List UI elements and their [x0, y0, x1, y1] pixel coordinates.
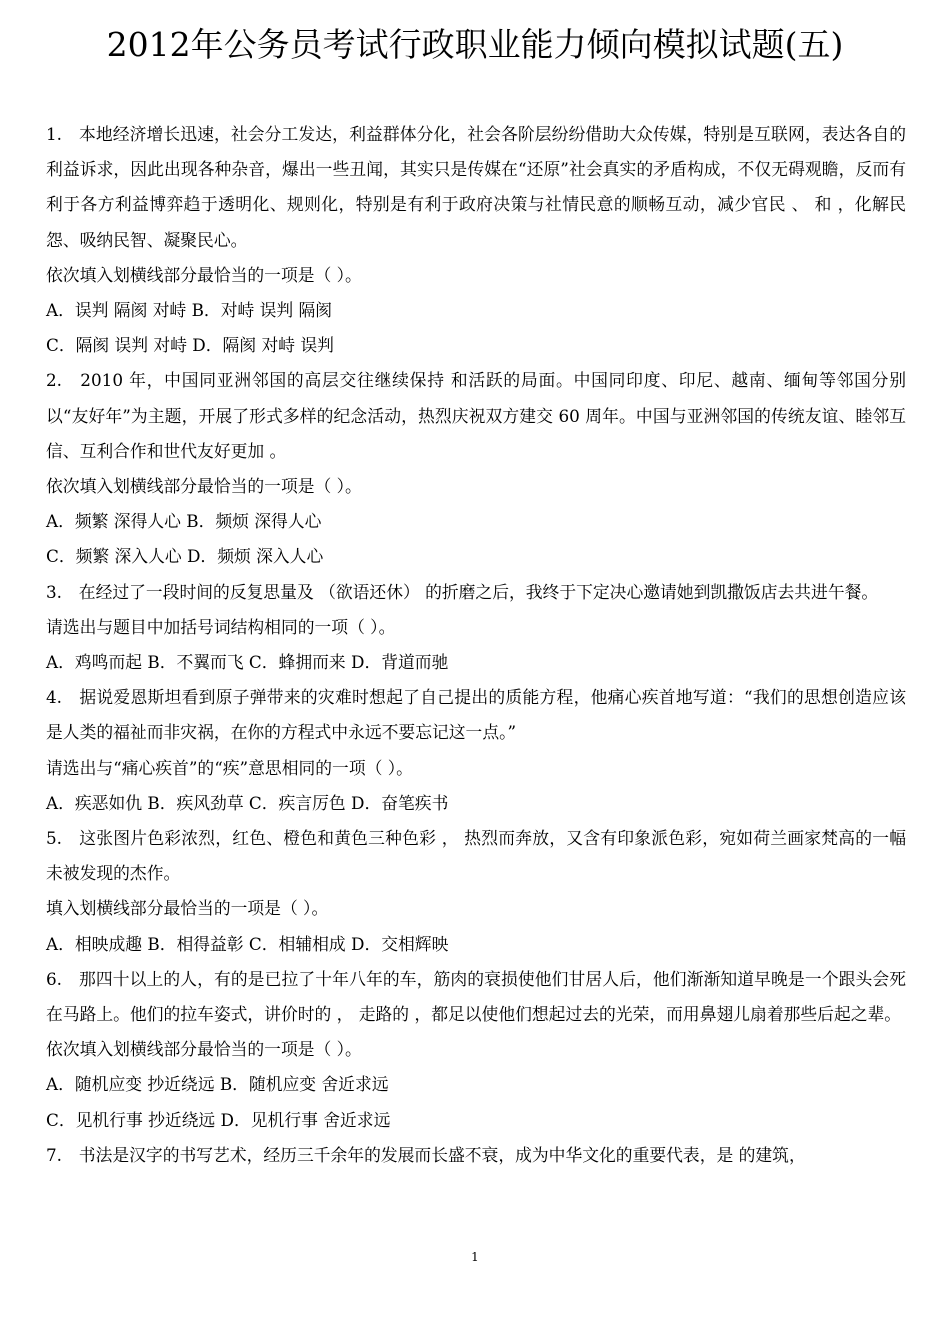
question-6-options-line-2: C．见机行事 抄近绕远 D．见机行事 舍近求远: [46, 1109, 391, 1130]
question-5-prompt: 填入划横线部分最恰当的一项是（ ）。: [46, 898, 329, 919]
question-4-prompt: 请选出与“痛心疾首”的“疾”意思相同的一项（ ）。: [46, 757, 413, 778]
question-2-options-line-2: C．频繁 深入人心 D．频烦 深入人心: [46, 546, 324, 567]
question-5-options-line-1: A．相映成趣 B．相得益彰 C．相辅相成 D．交相辉映: [46, 933, 449, 954]
question-5-stem: 5. 这张图片色彩浓烈，红色、橙色和黄色三种色彩 ， 热烈而奔放，又含有印象派色彩，宛如荷兰画家梵高的一幅未被发现的杰作。: [46, 828, 906, 884]
question-1-options-line-2: C．隔阂 误判 对峙 D．隔阂 对峙 误判: [46, 335, 334, 356]
question-3-options-line-1: A．鸡鸣而起 B．不翼而飞 C．蜂拥而来 D．背道而驰: [46, 652, 449, 673]
question-1-options-line-1: A．误判 隔阂 对峙 B．对峙 误判 隔阂: [46, 300, 333, 321]
question-2-options-line-1: A．频繁 深得人心 B．频烦 深得人心: [46, 511, 322, 532]
question-1-prompt: 依次填入划横线部分最恰当的一项是（ ）。: [46, 264, 362, 285]
question-2-prompt: 依次填入划横线部分最恰当的一项是（ ）。: [46, 476, 362, 497]
document-title: 2012年公务员考试行政职业能力倾向模拟试题(五): [106, 25, 844, 64]
question-6-prompt: 依次填入划横线部分最恰当的一项是（ ）。: [46, 1039, 362, 1060]
document-body: [46, 117, 906, 1173]
question-3-stem: 3. 在经过了一段时间的反复思量及 （欲语还休） 的折磨之后，我终于下定决心邀请她到凯撒饭店去共进午餐。: [46, 581, 879, 602]
question-6-stem: 6. 那四十以上的人，有的是已拉了十年八年的车，筋肉的衰损使他们甘居人后，他们渐渐知道早晚是一个跟头会死在马路上。他们的拉车姿式，讲价时的 ， 走路的 ，都足以使他们想起过去的光荣，而用鼻翅儿扇着那些后起之辈。: [46, 968, 906, 1025]
question-3-prompt: 请选出与题目中加括号词结构相同的一项（ ）。: [46, 616, 396, 637]
question-4-options-line-1: A．疾恶如仇 B．疾风劲草 C．疾言厉色 D．奋笔疾书: [46, 792, 449, 813]
page-number: 1: [471, 1250, 479, 1264]
question-1-stem: 1. 本地经济增长迅速，社会分工发达，利益群体分化，社会各阶层纷纷借助大众传媒，特别是互联网，表达各自的利益诉求，因此出现各种杂音，爆出一些丑闻，其实只是传媒在“还原”社会真实的矛盾构成，不仅无碍观瞻，反而有利于各方利益博弈趋于透明化、规则化，特别是有利于政府决策与社情民意的顺畅互动，减少官民 、 和 ，化解民怨、吸纳民智、凝聚民心。: [46, 124, 906, 250]
question-4-stem: 4. 据说爱恩斯坦看到原子弹带来的灾难时想起了自己提出的质能方程，他痛心疾首地写道：“我们的思想创造应该是人类的福祉而非灾祸，在你的方程式中永远不要忘记这一点。”: [46, 687, 906, 743]
question-2-stem: 2. 2010 年，中国同亚洲邻国的高层交往继续保持 和活跃的局面。中国同印度、印尼、越南、缅甸等邻国分别以“友好年”为主题，开展了形式多样的纪念活动，热烈庆祝双方建交 60 周年。中国与亚洲邻国的传统友谊、睦邻互信、互利合作和世代友好更加 。: [46, 370, 906, 461]
question-6-options-line-1: A．随机应变 抄近绕远 B．随机应变 舍近求远: [46, 1074, 389, 1095]
question-7-stem: 7. 书法是汉字的书写艺术，经历三千余年的发展而长盛不衰，成为中华文化的重要代表，是 的建筑，: [46, 1144, 806, 1165]
